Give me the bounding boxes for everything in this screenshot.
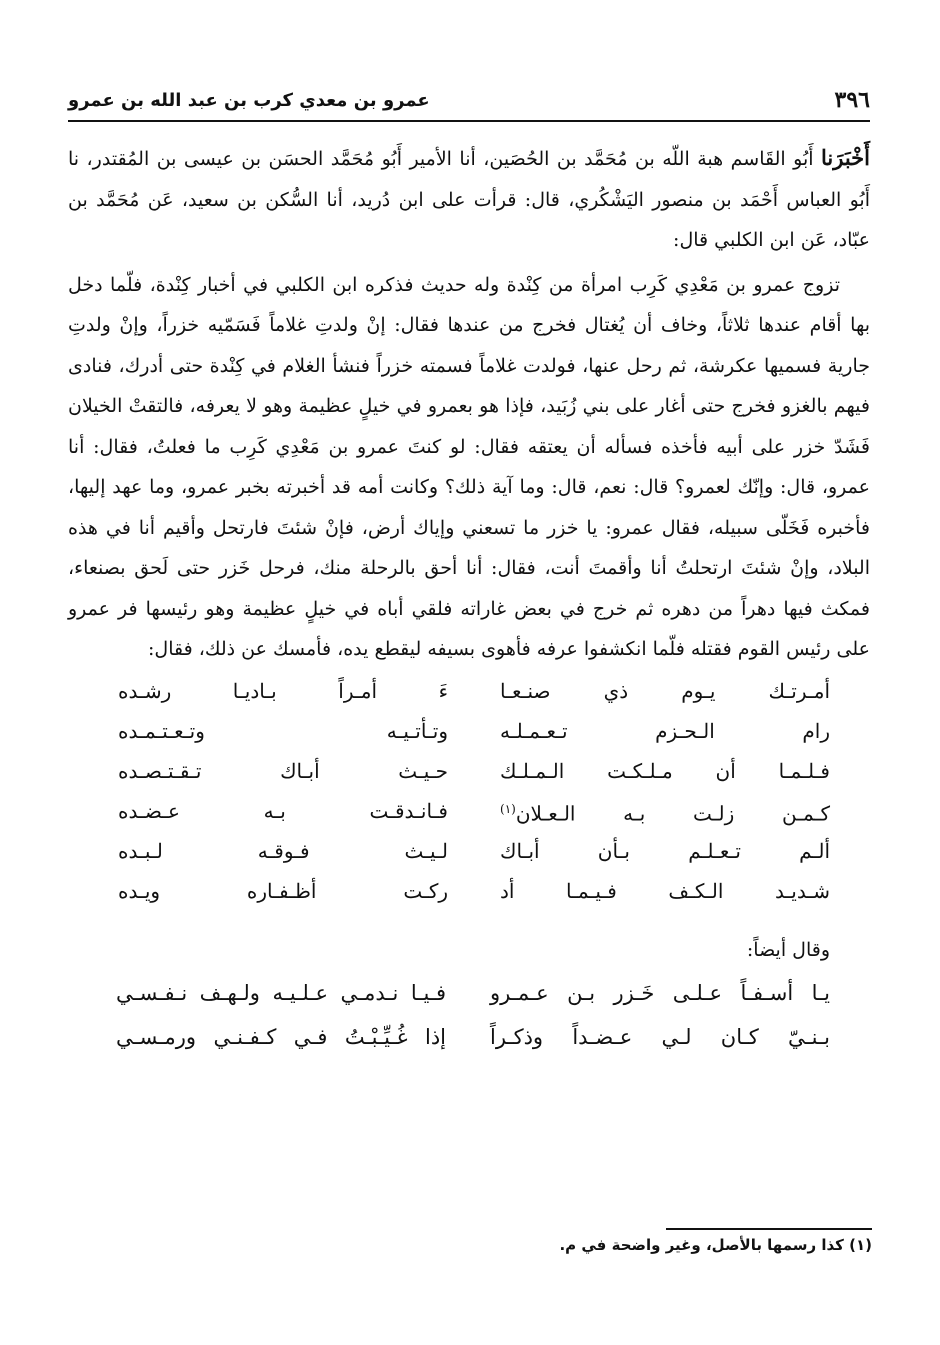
page-body — [68, 138, 870, 1060]
verse-second-hemistich: فـانـدقـت بـه عـضـده — [118, 799, 448, 824]
footnote-marker: (١) — [500, 801, 516, 816]
verse-second-hemistich: ركـت أظـفـاره ويـده — [118, 879, 448, 904]
verse-line — [68, 672, 870, 712]
verse-second-hemistich: إذا غُـيِّـبْـتُ فـي كـفـنـي ورمـسـي — [116, 1025, 446, 1050]
poem-second — [68, 972, 870, 1060]
verse-first-hemistich: ألـم تـعـلـم بـأن أبـاك — [500, 839, 830, 864]
verse-second-hemistich: حـيـث أبـاك تـقـتـصـده — [118, 759, 448, 784]
verse-second-hemistich: فـيـا نـدمـي عـلـيـه ولـهـف نـفـسـي — [116, 981, 446, 1006]
verse-first-hemistich: رام الـحـزم تـعـمـلـه — [500, 719, 830, 744]
page-header — [68, 80, 870, 122]
verse-text: كـمـن زلـت بـه الـعـلان — [515, 801, 830, 826]
verse-first-hemistich: فـلـمـا أن مـلـكـت الـمـلـك — [500, 759, 830, 784]
verse-line — [68, 712, 870, 752]
verse-line — [68, 872, 870, 912]
poem-first — [68, 672, 870, 912]
verse-first-hemistich: بـنـيّ كـان لـي عـضـداً وذكـراً — [490, 1025, 830, 1050]
footnote: (١) كذا رسمها بالأصل، وغير واضحة في م. — [559, 1236, 872, 1254]
story-paragraph: تزوج عمرو بن مَعْدِي كَرِب امرأة من كِنْدة وله حديث فذكره ابن الكلبي في أخبار كِنْدة، فلّما دخل بها أقام عندها ثلاثاً، وخاف أن يُغتال فخرج من عندها فقال: إنْ ولدتِ غلاماً فَسَمّيه خزراً، وإنْ ولدتِ جارية فسميها عكرشة، ثم رحل عنها، فولدت غلاماً فسمته خزراً فنشأ الغلام في كِنْدة حتى أدرك، فنادى فيهم بالغزو فخرج حتى أغار على بني زُبَيد، فإذا هو بعمرو في خيلٍ عظيمة وهو لا يعرفه، فالتقتْ الخيلان فَشَدّ خزر على أبيه فأخذه فسأله أن يعتقه فقال: لو كنتَ عمرو بن مَعْدِي كَرِب ما فعلتُ، فقال: أنا عمرو، قال: وإنّك لعمرو؟ قال: نعم، قال: وما آية ذلك؟ وكانت أمه قد أخبرته بخبر عمرو، وما عهد إليها، فأخبره فَخَلّى سبيله، فقال عمرو: يا خزر ما تسعني وإياك أرض، فإنْ شئتَ فارتحل وأقيم أنا في هذه البلاد، وإنْ شئتَ ارتحلتُ أنا وأقمتَ أنت، فقال: أنا أحق بالرحلة منك، فرحل خَزر حتى لَحق بصنعاء، فمكث فيها دهراً من دهره ثم خرج في بعض غاراته فلقي أباه في خيلٍ عظيمة وهو رئيسها فر عمرو على رئيس القوم فقتله فلّما انكشفوا عرفه فأهوى بسيفه ليقطع يده، فأمسك عن ذلك، فقال: — [68, 273, 870, 660]
verse-second-hemistich: ءَ أمـراً بـاديـا رشـده — [118, 679, 448, 704]
verse-first-hemistich: يـا أسـفـاً عـلـى خَـزر بـن عـمـرو — [490, 981, 830, 1006]
footnote-divider — [666, 1228, 872, 1230]
verse-line — [68, 792, 870, 832]
verse-line — [68, 972, 870, 1016]
verse-second-hemistich: وتـأتـيـه وتـعـتـمـده — [118, 719, 448, 744]
isnad-paragraph — [68, 138, 870, 261]
isnad-text: أَبُو القَاسم هبة اللّه بن مُحَمَّد بن الحُصَين، أنا الأمير أَبُو مُحَمَّد الحسَن بن عيسى بن المُقتدر، نا أَبُو العباس أَحْمَد بن منصور اليَشْكُري، قال: قرأت على ابن دُريد، أنا السُّكن بن سعيد، عَن مُحَمَّد بن عبّاد، عَن ابن الكلبي قال: — [68, 148, 870, 251]
verse-first-hemistich: أمـرتـك يـوم ذي صنـعـا — [500, 679, 830, 704]
running-title: عمرو بن معدي كرب بن عبد الله بن عمرو — [68, 89, 430, 111]
verse-line — [68, 752, 870, 792]
verse-line — [68, 1016, 870, 1060]
verse-second-hemistich: لـيـث فـوقـه لـبـده — [118, 839, 448, 864]
verse-line — [68, 832, 870, 872]
page-number: ٣٩٦ — [834, 87, 870, 113]
also-said-heading: وقال أيضاً: — [746, 938, 830, 961]
verse-first-hemistich — [500, 789, 830, 834]
lead-word: أَخْبَرَنا — [821, 145, 870, 170]
verse-first-hemistich: شـديـد الـكـف فـيـمـا أد — [500, 879, 830, 904]
